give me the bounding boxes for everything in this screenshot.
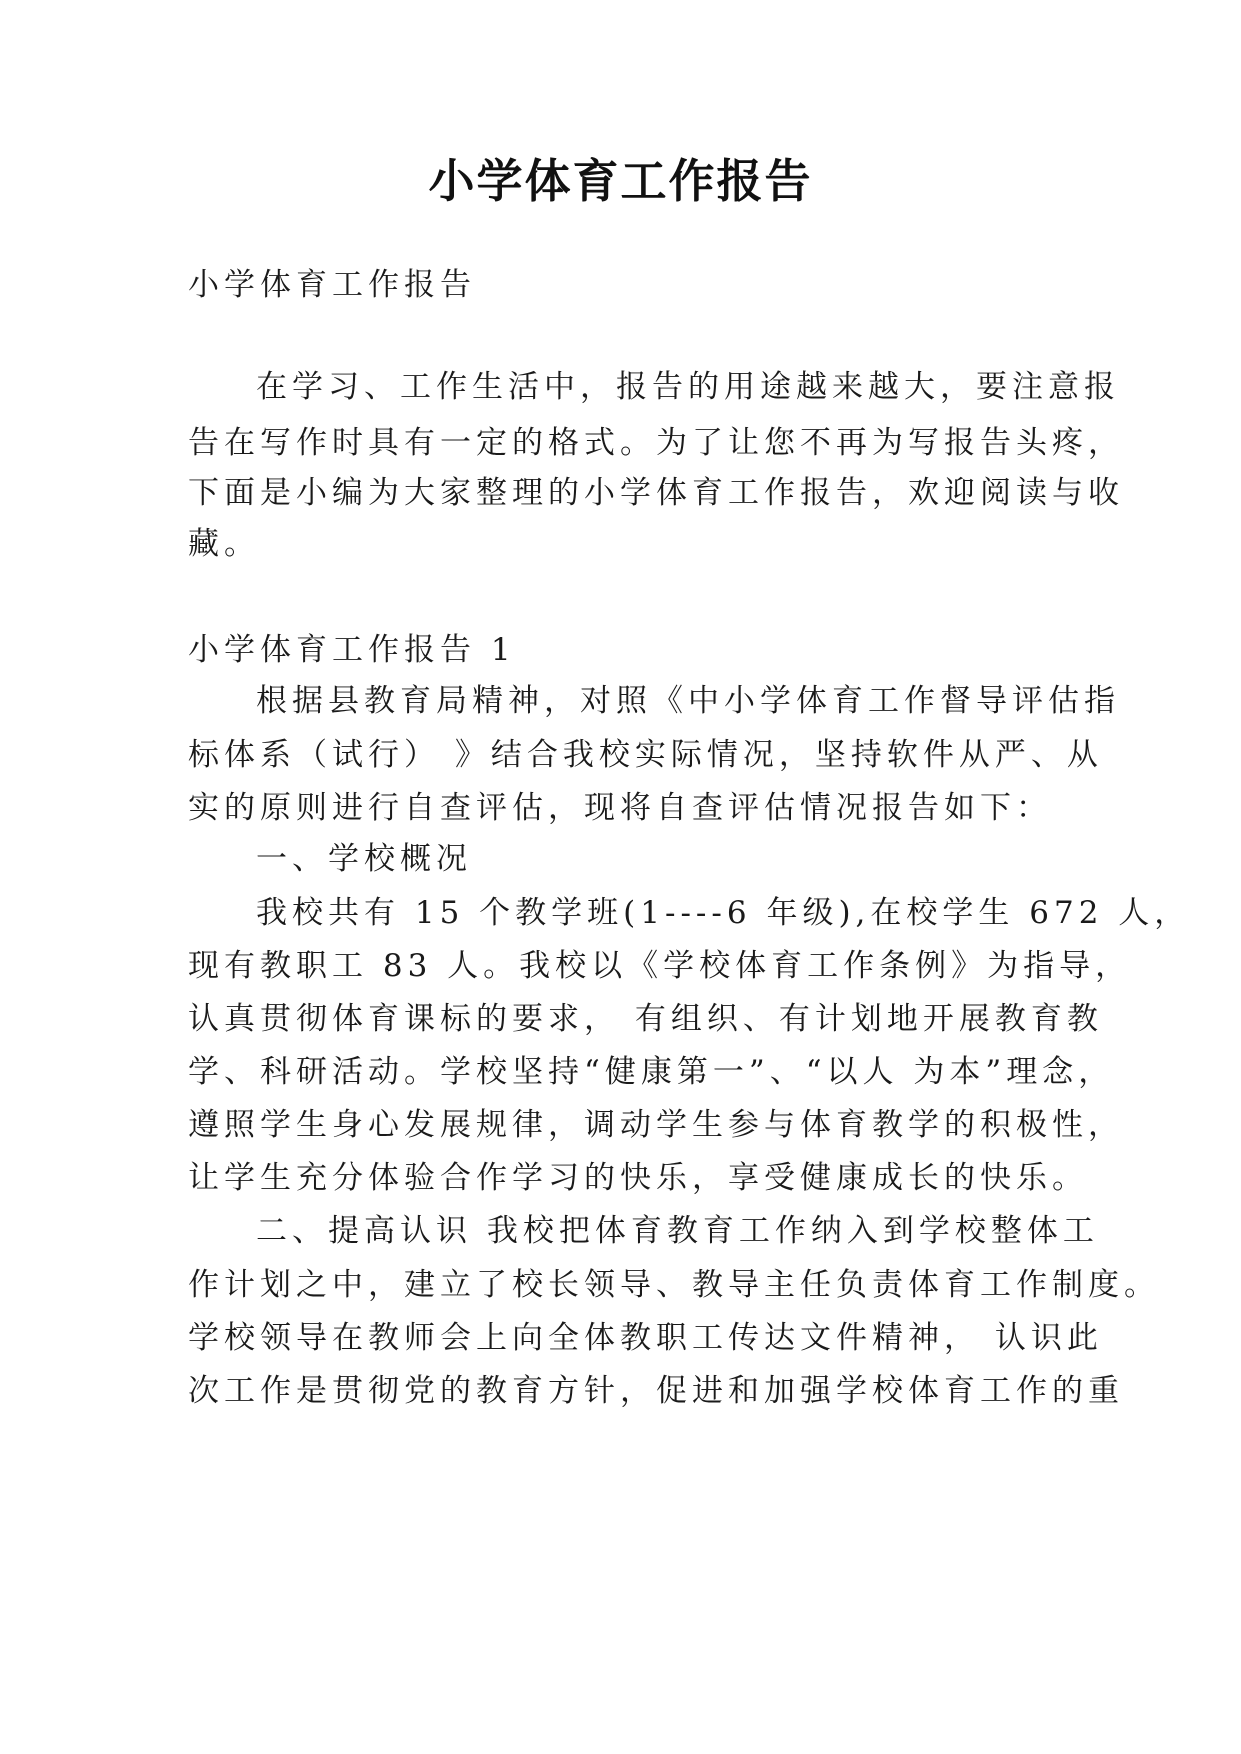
subsection-heading: 一、学校概况 <box>256 841 472 877</box>
body-line: 次工作是贯彻党的教育方针，促进和加强学校体育工作的重 <box>188 1373 1124 1409</box>
body-line: 认真贯彻体育课标的要求， 有组织、有计划地开展教育教 <box>188 1001 1103 1037</box>
body-line: 遵照学生身心发展规律，调动学生参与体育教学的积极性， <box>188 1107 1124 1143</box>
body-line: 根据县教育局精神，对照《中小学体育工作督导评估指 <box>256 683 1120 719</box>
body-line: 学、科研活动。学校坚持“健康第一”、“以人 为本”理念， <box>188 1054 1115 1090</box>
body-line: 实的原则进行自查评估，现将自查评估情况报告如下： <box>188 790 1052 826</box>
intro-line: 告在写作时具有一定的格式。为了让您不再为写报告头疼， <box>188 425 1124 461</box>
body-line: 现有教职工 83 人。我校以《学校体育工作条例》为指导， <box>188 948 1132 984</box>
body-line: 二、提高认识 我校把体育教育工作纳入到学校整体工 <box>256 1213 1099 1249</box>
body-line: 标体系（试行） 》结合我校实际情况，坚持软件从严、从 <box>188 737 1103 773</box>
section-heading: 小学体育工作报告 1 <box>188 632 516 668</box>
body-line: 学校领导在教师会上向全体教职工传达文件精神， 认识此 <box>188 1320 1103 1356</box>
intro-line: 藏。 <box>188 526 260 562</box>
body-line: 作计划之中，建立了校长领导、教导主任负责体育工作制度。 <box>188 1267 1160 1303</box>
body-line: 让学生充分体验合作学习的快乐，享受健康成长的快乐。 <box>188 1160 1088 1196</box>
document-title: 小学体育工作报告 <box>428 154 813 208</box>
intro-line: 在学习、工作生活中，报告的用途越来越大，要注意报 <box>256 369 1120 405</box>
body-line: 我校共有 15 个教学班(1----6 年级),在校学生 672 人， <box>256 895 1191 931</box>
document-subtitle: 小学体育工作报告 <box>188 267 476 303</box>
intro-line: 下面是小编为大家整理的小学体育工作报告，欢迎阅读与收 <box>188 475 1124 511</box>
